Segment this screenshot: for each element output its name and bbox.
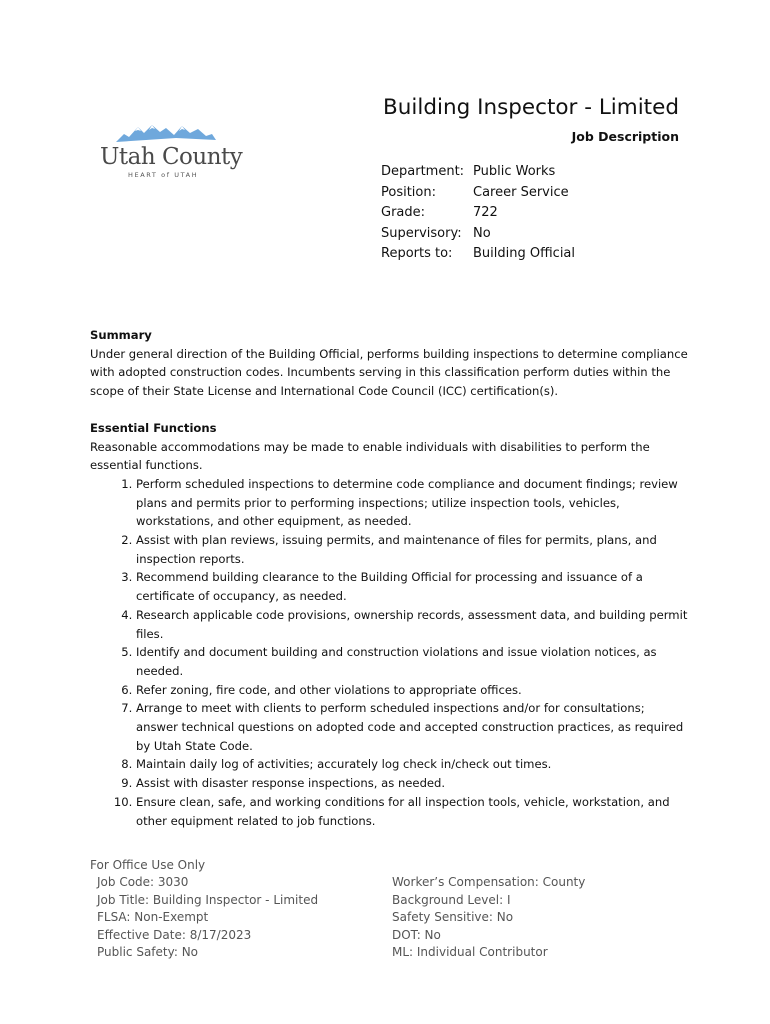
footer-item: DOT: No xyxy=(392,927,441,942)
footer-item: Job Title: Building Inspector - Limited xyxy=(97,892,319,907)
footer-item: FLSA: Non-Exempt xyxy=(97,910,209,925)
info-row-reports-to xyxy=(381,244,575,265)
list-item: 3. Recommend building clearance to the Building Official for processing and issuance of a certificate of occupancy, as needed. xyxy=(136,568,690,605)
footer-left-column xyxy=(90,874,392,961)
footer-right-column xyxy=(392,874,585,961)
footer-item: Safety Sensitive: No xyxy=(392,910,514,925)
info-row-grade xyxy=(381,203,575,224)
info-label: Grade: xyxy=(381,205,426,221)
page-subtitle: Job Description xyxy=(571,129,679,144)
list-item: 10. Ensure clean, safe, and working conditions for all inspection tools, vehicle, workstation, and other equipment related to job functions. xyxy=(136,793,690,830)
info-value: Career Service xyxy=(473,184,569,200)
footer-item: Public Safety: No xyxy=(97,945,199,960)
footer-item: ML: Individual Contributor xyxy=(392,945,548,960)
office-use-footer xyxy=(90,857,585,961)
logo-tagline: HEART of UTAH xyxy=(128,171,199,179)
utah-county-logo xyxy=(100,122,243,182)
info-row-department xyxy=(381,162,575,183)
footer-item: Effective Date: 8/17/2023 xyxy=(97,927,252,942)
job-info-table xyxy=(381,162,575,265)
essential-functions-intro: Reasonable accommodations may be made to enable individuals with disabilities to perform the essential functions. xyxy=(90,439,650,473)
footer-item: Job Code: 3030 xyxy=(97,875,189,890)
list-item: 9. Assist with disaster response inspections, as needed. xyxy=(136,774,690,793)
list-item: 6. Refer zoning, fire code, and other violations to appropriate offices. xyxy=(136,681,690,700)
info-value: Public Works xyxy=(473,164,556,179)
summary-text: Under general direction of the Building Official, performs building inspections to determine compliance with adopted construction codes. Incumbents serving in this classification perform duties within the scope of their State License and International Code Council (ICC) certification(s). xyxy=(90,346,688,399)
info-value: 722 xyxy=(473,205,498,221)
info-label: Position: xyxy=(381,184,436,200)
info-row-position xyxy=(381,183,575,204)
info-value: No xyxy=(473,225,491,241)
footer-item: Background Level: I xyxy=(392,892,511,907)
essential-functions-heading: Essential Functions xyxy=(90,420,217,435)
info-row-supervisory xyxy=(381,224,575,245)
list-item: 1. Perform scheduled inspections to determine code compliance and document findings; review plans and permits prior to performing inspections; utilize inspection tools, vehicles, workstations, and other equipment, as needed. xyxy=(136,475,690,531)
essential-functions-list xyxy=(90,475,690,830)
list-item: 4. Research applicable code provisions, ownership records, assessment data, and building permit files. xyxy=(136,606,690,643)
list-item: 7. Arrange to meet with clients to perform scheduled inspections and/or for consultations; answer technical questions on adopted code and accepted construction practices, as required by Utah State Code. xyxy=(136,699,690,755)
info-value: Building Official xyxy=(473,246,576,262)
footer-item: Worker’s Compensation: County xyxy=(392,875,586,890)
job-description-body xyxy=(90,326,690,830)
list-item: 8. Maintain daily log of activities; accurately log check in/check out times. xyxy=(136,755,690,774)
info-label: Supervisory: xyxy=(381,225,462,241)
info-label: Reports to: xyxy=(381,246,453,262)
summary-heading: Summary xyxy=(90,328,152,342)
list-item: 2. Assist with plan reviews, issuing permits, and maintenance of files for permits, plans, and inspection reports. xyxy=(136,531,690,568)
footer-title: For Office Use Only xyxy=(90,858,206,872)
page-title: Building Inspector - Limited xyxy=(383,95,679,120)
list-item: 5. Identify and document building and construction violations and issue violation notices, as needed. xyxy=(136,643,690,680)
info-label: Department: xyxy=(381,164,465,179)
logo-name: Utah County xyxy=(100,144,243,170)
mountain-icon xyxy=(116,122,216,144)
